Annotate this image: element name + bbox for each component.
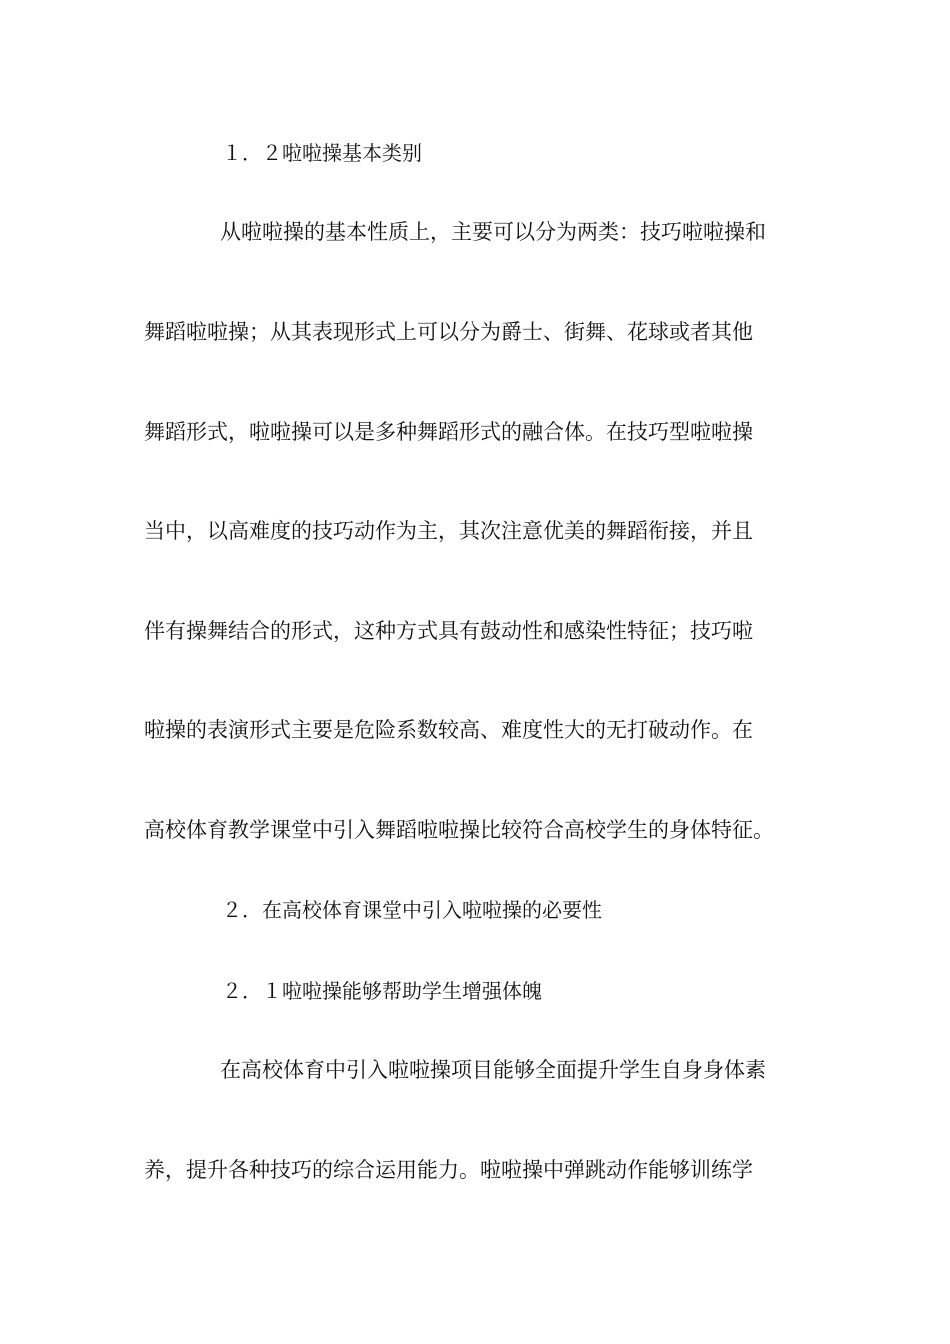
paragraph-1-line-5: 伴有操舞结合的形式，这种方式具有鼓动性和感染性特征；技巧啦	[144, 619, 753, 643]
paragraph-1-line-2: 舞蹈啦啦操；从其表现形式上可以分为爵士、街舞、花球或者其他	[144, 320, 753, 344]
paragraph-1-line-3: 舞蹈形式，啦啦操可以是多种舞蹈形式的融合体。在技巧型啦啦操	[144, 420, 753, 444]
paragraph-1-line-4: 当中，以高难度的技巧动作为主，其次注意优美的舞蹈衔接，并且	[144, 519, 753, 543]
section-heading-1-2: １．２啦啦操基本类别	[222, 141, 422, 165]
paragraph-2-line-1: 在高校体育中引入啦啦操项目能够全面提升学生自身身体素	[220, 1058, 766, 1082]
paragraph-1-line-6: 啦操的表演形式主要是危险系数较高、难度性大的无打破动作。在	[144, 718, 753, 742]
paragraph-2-line-2: 养，提升各种技巧的综合运用能力。啦啦操中弹跳动作能够训练学	[144, 1158, 753, 1182]
paragraph-1-line-1: 从啦啦操的基本性质上，主要可以分为两类：技巧啦啦操和	[220, 220, 766, 244]
section-heading-2: ２．在高校体育课堂中引入啦啦操的必要性	[222, 898, 602, 922]
paragraph-1-line-7: 高校体育教学课堂中引入舞蹈啦啦操比较符合高校学生的身体特征。	[144, 818, 774, 842]
section-heading-2-1: ２．１啦啦操能够帮助学生增强体魄	[222, 979, 542, 1003]
